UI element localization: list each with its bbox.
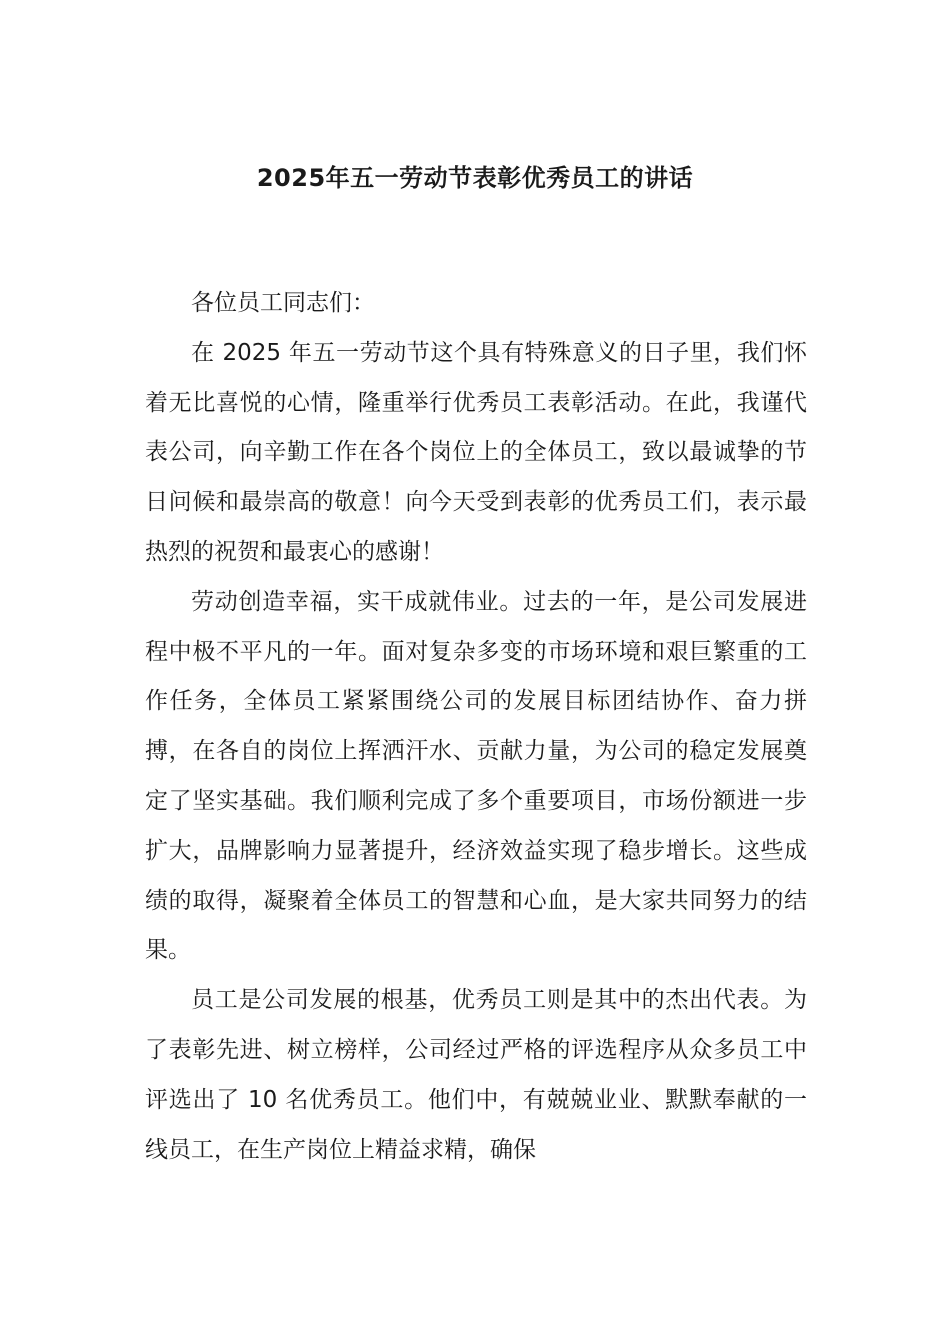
document-body xyxy=(145,279,807,1175)
document-title: 2025年五一劳动节表彰优秀员工的讲话 xyxy=(256,164,694,192)
paragraph-1: 在 2025 年五一劳动节这个具有特殊意义的日子里，我们怀着无比喜悦的心情，隆重举行优秀员工表彰活动。在此，我谨代表公司，向辛勤工作在各个岗位上的全体员工，致以最诚挚的节日问候和最崇高的敬意！向今天受到表彰的优秀员工们，表示最热烈的祝贺和最衷心的感谢！ xyxy=(145,339,807,565)
paragraph-2: 劳动创造幸福，实干成就伟业。过去的一年，是公司发展进程中极不平凡的一年。面对复杂多变的市场环境和艰巨繁重的工作任务，全体员工紧紧围绕公司的发展目标团结协作、奋力拼搏，在各自的岗位上挥洒汗水、贡献力量，为公司的稳定发展奠定了坚实基础。我们顺利完成了多个重要项目，市场份额进一步扩大，品牌影响力显著提升，经济效益实现了稳步增长。这些成绩的取得，凝聚着全体员工的智慧和心血，是大家共同努力的结果。 xyxy=(145,588,807,964)
paragraph-3: 员工是公司发展的根基，优秀员工则是其中的杰出代表。为了表彰先进、树立榜样，公司经过严格的评选程序从众多员工中评选出了 10 名优秀员工。他们中，有兢兢业业、默默奉献的一线员工，在生产岗位上精益求精，确保 xyxy=(145,987,807,1163)
salutation: 各位员工同志们： xyxy=(191,290,375,316)
